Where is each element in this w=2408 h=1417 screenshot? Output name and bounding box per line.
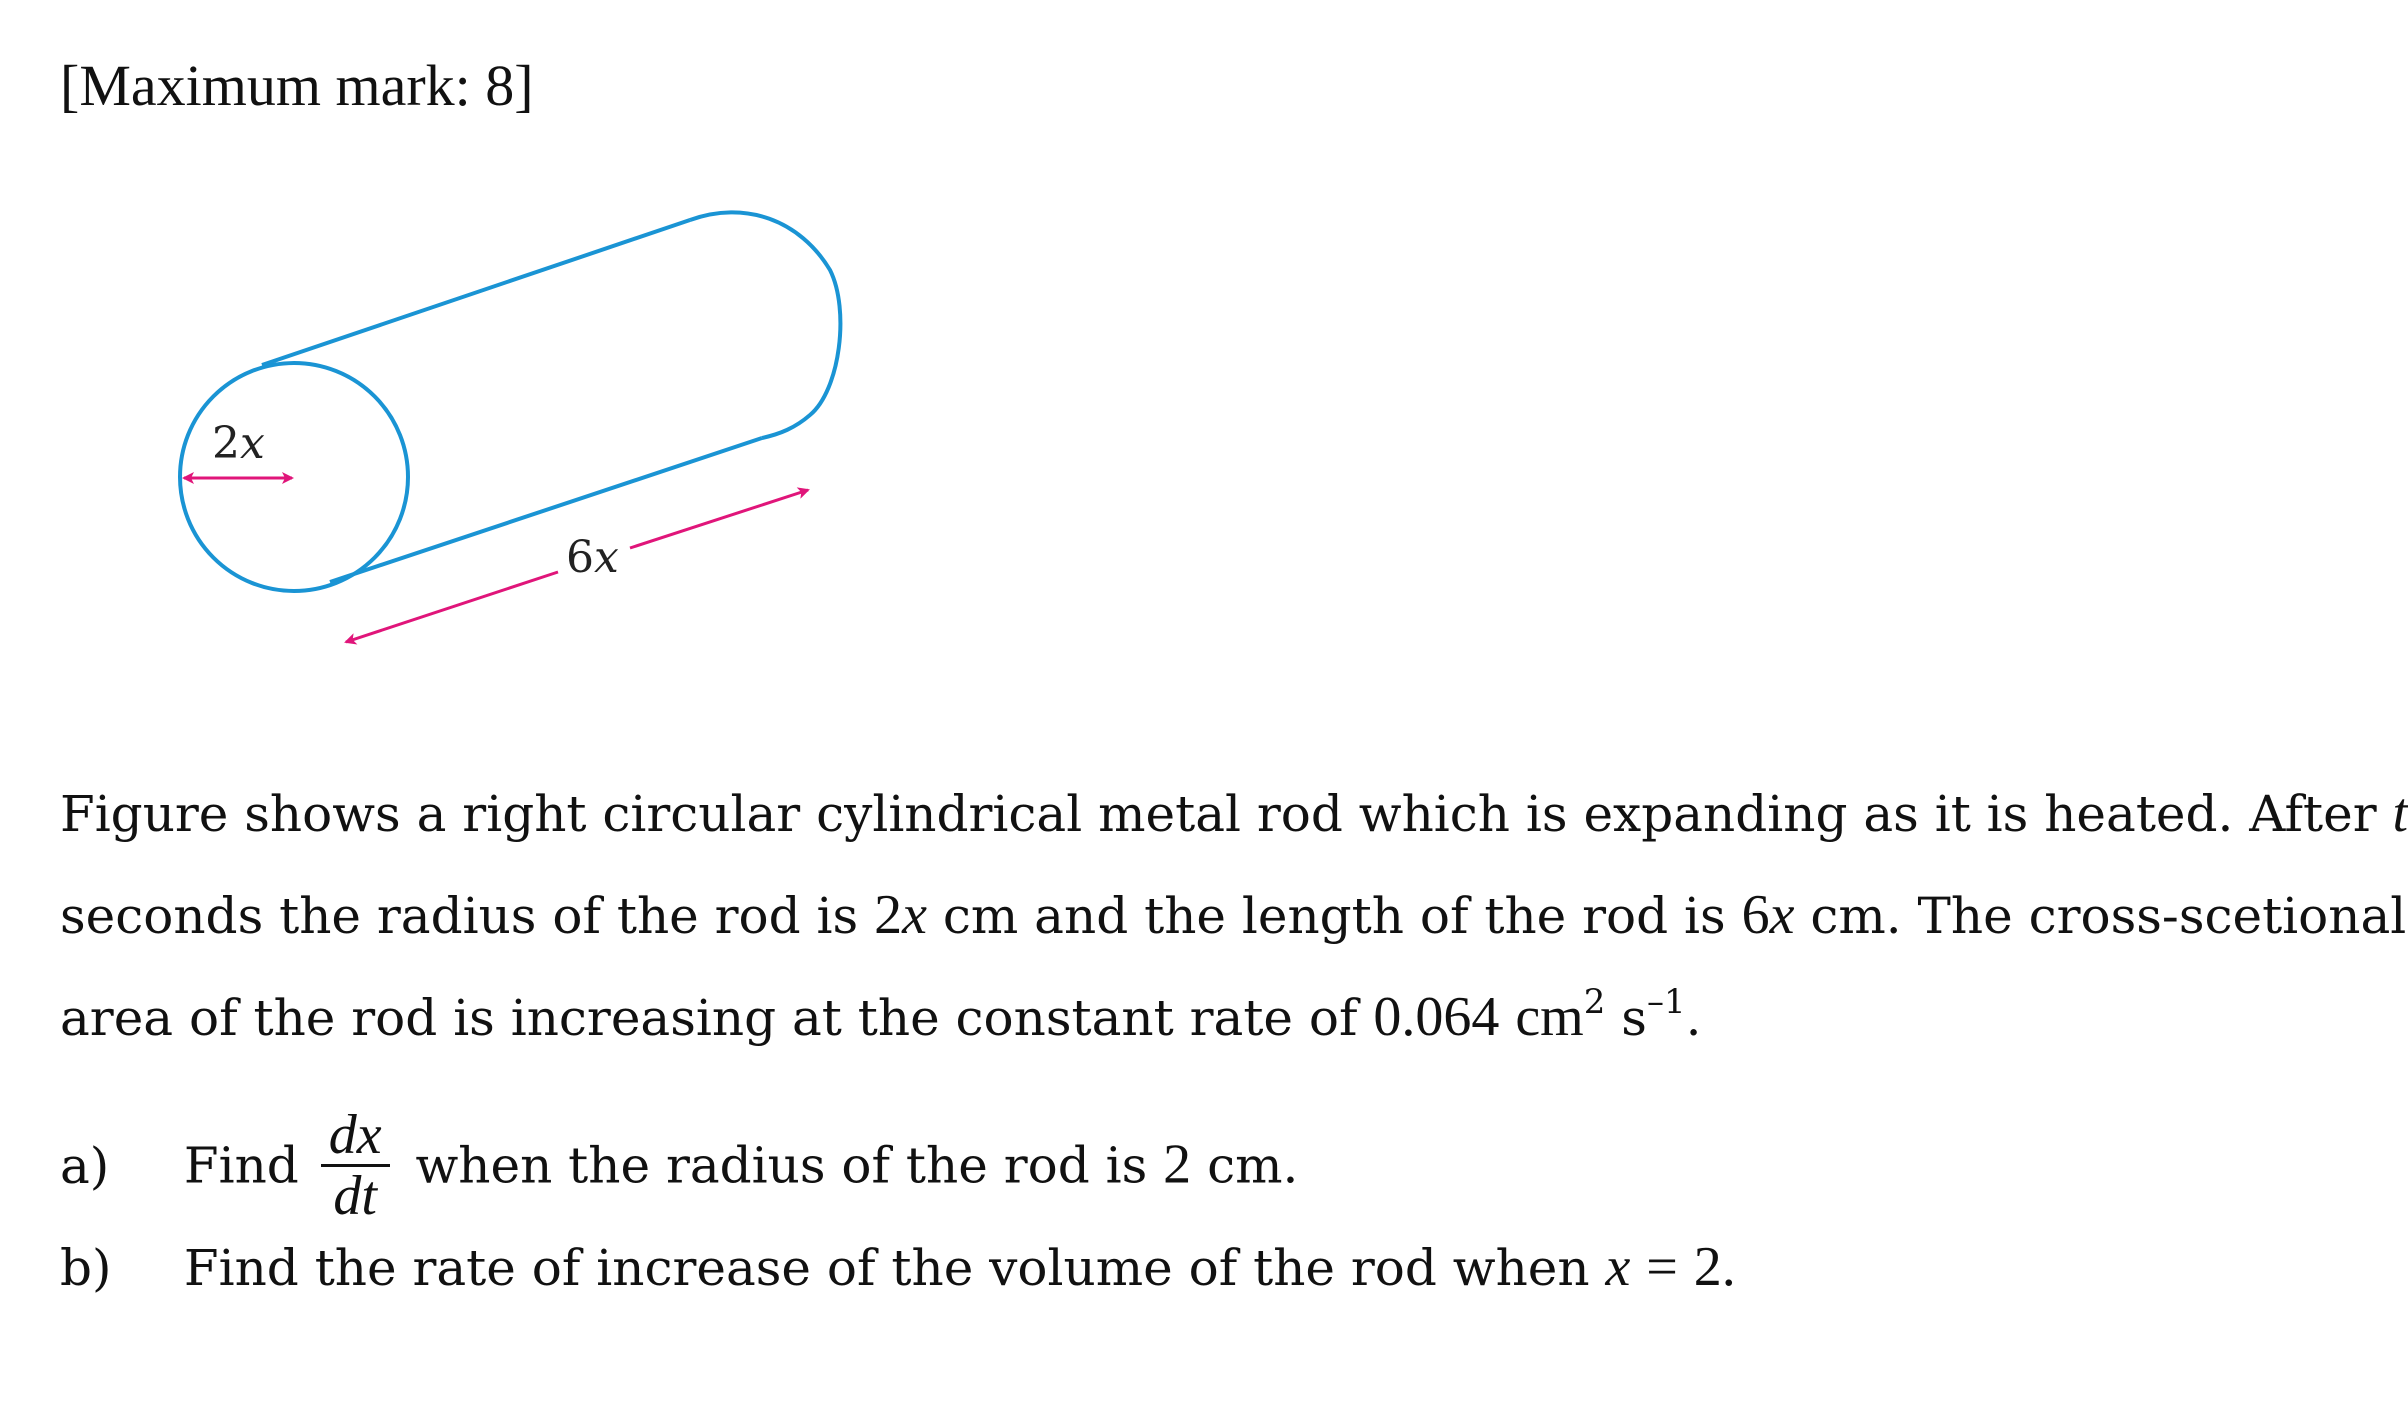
question-line-3 xyxy=(60,982,1702,1053)
rod-bottom-edge xyxy=(330,438,762,582)
rate-value: 0.064 xyxy=(1373,986,1500,1048)
question-text-2a: seconds the radius of the rod is xyxy=(60,887,859,945)
rate-unit: $cm^2$ $s^{-1}$. xyxy=(1515,982,1702,1048)
part-b xyxy=(60,1232,1736,1303)
rod-outline xyxy=(180,212,840,591)
part-a-prefix: Find xyxy=(183,1136,299,1195)
fraction-denominator: dt xyxy=(333,1165,377,1227)
part-a-unit: cm. xyxy=(1207,1136,1299,1195)
radius-dimension xyxy=(184,418,292,478)
question-text-2b: cm and the length of the rod is xyxy=(942,887,1726,945)
fraction-numerator: dx xyxy=(321,1106,390,1167)
derivative-fraction xyxy=(321,1106,390,1225)
time-variable: t xyxy=(2392,782,2408,844)
part-b-equals: = xyxy=(1646,1236,1678,1298)
length-label: 6x xyxy=(566,532,619,583)
question-line-2 xyxy=(60,880,2406,951)
rod-top-edge xyxy=(262,220,690,365)
radius-expression: 2x xyxy=(874,884,927,946)
rod-far-end xyxy=(690,212,840,438)
part-a-value: 2 xyxy=(1163,1133,1192,1196)
part-b-label: b) xyxy=(60,1239,112,1297)
question-text-3: area of the rod is increasing at the constant rate of xyxy=(60,989,1358,1047)
question-text-2c: cm. The cross-scetional xyxy=(1810,887,2407,945)
maximum-mark: [Maximum mark: 8] xyxy=(60,53,534,118)
length-dimension xyxy=(346,490,808,642)
question-text-1: Figure shows a right circular cylindrical metal rod which is expanding as it is heated. After xyxy=(60,785,2377,843)
part-a-text: when the radius of the rod is xyxy=(415,1136,1148,1195)
part-a xyxy=(60,1104,1299,1229)
part-a-label: a) xyxy=(60,1136,110,1195)
cylinder-figure xyxy=(0,0,900,700)
part-b-variable: x xyxy=(1605,1236,1631,1298)
radius-label: 2x xyxy=(212,418,265,469)
part-b-text: Find the rate of increase of the volume of the rod when xyxy=(183,1239,1590,1297)
part-b-value: 2. xyxy=(1693,1236,1736,1298)
question-line-1 xyxy=(60,778,2408,849)
length-expression: 6x xyxy=(1741,884,1795,946)
length-arrow-lower xyxy=(346,572,558,642)
length-arrow-upper xyxy=(630,490,808,548)
